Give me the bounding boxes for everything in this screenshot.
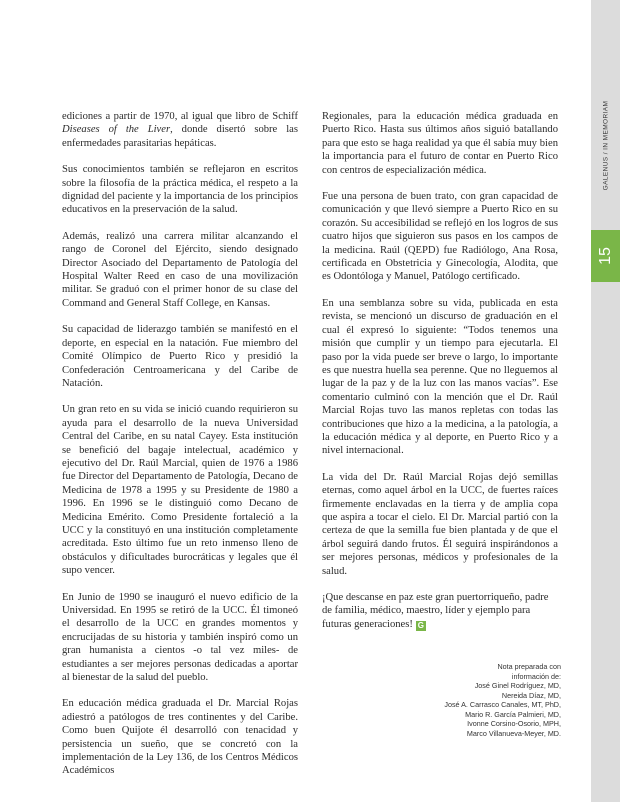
section-label-text: GALENUS / IN MEMORIAM <box>602 100 610 190</box>
credit-name: Marco Villanueva-Meyer, MD. <box>466 728 561 738</box>
paragraph: Un gran reto en su vida se inició cuando requirieron su ayuda para el desarrollo de la nueva Universidad Central del Caribe, en su natal Cayey. Esta institución se benefició del bagaje intelectual, académico y ejecutivo del Dr. Raúl Marcial, quien de 1976 a 1986 fue Director del Departamento de Patología, Decano de Medicina de 1978 a 1995 y su Presidente de 1980 a 1996. En 1996 se le distinguió como Decano de Medicina Emérito. Como Presidente fortaleció a la UCC y la constituyó en una institución completamente acreditada. Esto último fue un reto inmenso lleno de obstáculos y dificultades burocráticas y legales que él supo vencer. <box>62 404 298 577</box>
paragraph: Fue una persona de buen trato, con gran capacidad de comunicación y que llevó siempre a Puerto Rico en su corazón. Su accesibilidad se reflejó en los logros de sus cuatro hijos que siguieron sus pasos en los campos de la medicina. Raúl (QEPD) fue Radiólogo, Ana Rosa, certificada en Obstetricia y Ginecología, Alodita, que es Odontóloga y Manuel, Patólogo certificado. <box>322 191 558 283</box>
right-column <box>322 110 558 631</box>
section-label <box>591 60 620 230</box>
credit-name: José Ginel Rodríguez, MD, <box>474 681 561 690</box>
left-column <box>62 110 298 778</box>
paragraph: Regionales, para la educación médica graduada en Puerto Rico. Hasta sus últimos años siguió batallando para que esto se haga realidad ya que él sabía muy bien la importancia para el futuro de contar en Puerto Rico con centros de especialización médica. <box>322 111 558 176</box>
page-number-text: 15 <box>596 247 614 265</box>
paragraph: En educación médica graduada el Dr. Marcial Rojas adiestró a patólogos de tres continentes y del Caribe. Como buen Quijote él desarrolló con tenacidad y persistencia un sueño, que se concretó con la implementación de la Ley 136, de los Centros Médicos Académicos <box>62 698 298 777</box>
paragraph: La vida del Dr. Raúl Marcial Rojas dejó semillas eternas, como aquel árbol en la UCC, de fuertes raíces firmemente enclavadas en la tierra y de amplia copa que aspira a tocar el cielo. El Dr. Marcial partió con la certeza de que la semilla fue bien plantada y de que el árbol seguirá dando frutos. Él seguirá inspirándonos a ser mejores personas, médicos y profesionales de la salud. <box>322 471 558 577</box>
page-number <box>591 230 620 282</box>
credit-name: José A. Carrasco Canales, MT, PhD, <box>444 700 561 709</box>
credit-name: Nereida Díaz, MD, <box>501 690 561 700</box>
book-title: Diseases of the Liver <box>62 124 171 136</box>
paragraph: En una semblanza sobre su vida, publicada en esta revista, se mencionó un discurso de graduación en el cual él expresó lo siguiente: “Todos tenemos una misión que cumplir y un tiempo para ejecutarla. El paso por la vida puede ser breve o largo, lo importante es que nuestra huella sea perenne. Que no lleguemos al lugar de la paz y de la luz con las manos vacías”. Ese comentario culminó con la mención que el Dr. Raúl Marcial Rojas tuvo las manos repletas con todas las contribuciones que hizo a la medicina, a la patología, a la educación médica y al deporte, en Puerto Rico y a nivel internacional. <box>322 297 558 457</box>
paragraph: Sus conocimientos también se reflejaron en escritos sobre la filosofía de la práctica médica, el respeto a la dignidad del paciente y la importancia de los principios educativos en la preservación de la salud. <box>62 164 298 216</box>
closing-text: ¡Que descanse en paz este gran puertorriqueño, padre de familia, médico, maestro, líder y ejemplo para futuras generaciones! <box>322 592 549 630</box>
paragraph: Su capacidad de liderazgo también se manifestó en el deporte, en especial en la natación. Fue miembro del Comité Olímpico de Puerto Rico y presidió la Confederación Centroamericana y del Caribe de Natación. <box>62 324 298 389</box>
paragraph <box>62 110 298 150</box>
credits <box>444 662 561 738</box>
credits-heading: información de: <box>511 671 561 681</box>
paragraph-text: , donde disertó sobre las enfermedades parasitarias hepáticas. <box>62 124 298 149</box>
paragraph <box>322 591 558 631</box>
paragraph: En Junio de 1990 se inauguró el nuevo edificio de la Universidad. En 1995 se retiró de la UCC. Él timoneó el desarrollo de la UCC en grandes momentos y encrucijadas de su historia y también inspiró como un gran humanista a cientos -o tal vez miles- de estudiantes a ser mejores personas dedicadas a aportar al bienestar de la salud del pueblo. <box>62 591 298 684</box>
credits-heading: Nota preparada con <box>497 662 561 671</box>
credit-name: Mario R. García Palmieri, MD, <box>465 709 561 719</box>
paragraph-text: ediciones a partir de 1970, al igual que libro de Schiff <box>62 111 298 122</box>
credit-name: Ivonne Corsino-Osorio, MPH, <box>467 719 561 728</box>
end-mark-icon: G <box>417 620 424 630</box>
paragraph: Además, realizó una carrera militar alcanzando el rango de Coronel del Ejército, siendo designado Director Asociado del Departamento de Patología del Hospital Walter Reed en caso de una movilización militar. Se graduó con el primer honor de su clase del Command and General Staff College, en Kansas. <box>62 230 298 309</box>
